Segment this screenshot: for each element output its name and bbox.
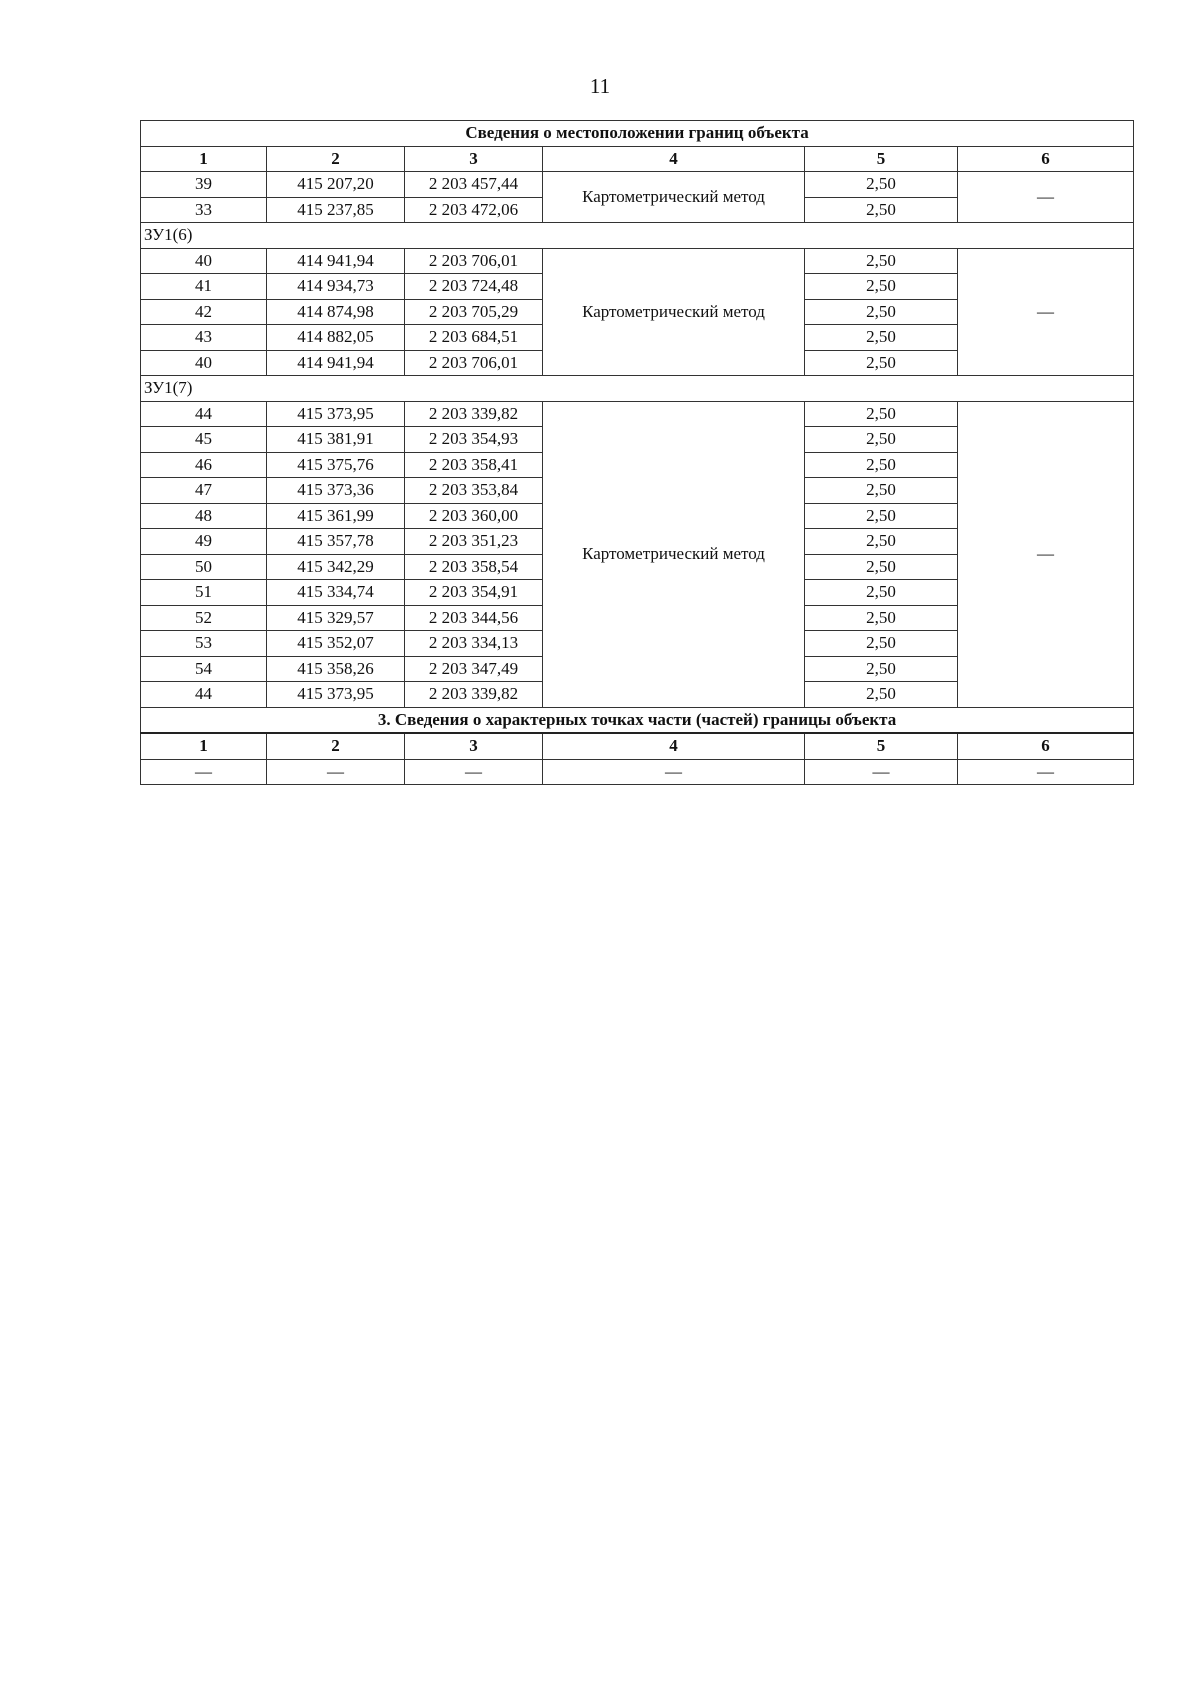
column-header: 3: [405, 733, 543, 759]
coord-y: 2 203 351,23: [405, 529, 543, 555]
accuracy: 2,50: [805, 503, 958, 529]
column-header: 1: [141, 733, 267, 759]
coord-x: 415 334,74: [267, 580, 405, 606]
empty-cell: —: [543, 759, 805, 785]
point-number: 47: [141, 478, 267, 504]
section-title-row: [141, 121, 1134, 147]
method-cell: Картометрический метод: [543, 248, 805, 376]
column-header-row: [141, 733, 1134, 759]
boundary-table: [140, 120, 1134, 785]
empty-cell: —: [405, 759, 543, 785]
point-number: 44: [141, 401, 267, 427]
accuracy: 2,50: [805, 325, 958, 351]
table-row: [141, 401, 1134, 427]
col6-dash: —: [958, 248, 1134, 376]
accuracy: 2,50: [805, 197, 958, 223]
coord-x: 415 381,91: [267, 427, 405, 453]
point-number: 51: [141, 580, 267, 606]
accuracy: 2,50: [805, 580, 958, 606]
point-number: 41: [141, 274, 267, 300]
coord-y: 2 203 358,41: [405, 452, 543, 478]
coord-y: 2 203 347,49: [405, 656, 543, 682]
coord-x: 415 352,07: [267, 631, 405, 657]
column-header: 5: [805, 146, 958, 172]
accuracy: 2,50: [805, 656, 958, 682]
group-label: ЗУ1(7): [141, 376, 1134, 402]
accuracy: 2,50: [805, 350, 958, 376]
page-number: 11: [589, 74, 611, 98]
coord-y: 2 203 472,06: [405, 197, 543, 223]
coord-x: 414 874,98: [267, 299, 405, 325]
coord-x: 415 375,76: [267, 452, 405, 478]
coord-x: 415 207,20: [267, 172, 405, 198]
point-number: 42: [141, 299, 267, 325]
column-header: 6: [958, 146, 1134, 172]
point-number: 33: [141, 197, 267, 223]
coord-x: 415 361,99: [267, 503, 405, 529]
accuracy: 2,50: [805, 452, 958, 478]
group-label: ЗУ1(6): [141, 223, 1134, 249]
empty-cell: —: [141, 759, 267, 785]
coord-y: 2 203 724,48: [405, 274, 543, 300]
column-header-row: [141, 146, 1134, 172]
group-row: [141, 376, 1134, 402]
point-number: 40: [141, 248, 267, 274]
coord-y: 2 203 457,44: [405, 172, 543, 198]
method-cell: Картометрический метод: [543, 401, 805, 707]
coord-x: 415 357,78: [267, 529, 405, 555]
group-row: [141, 223, 1134, 249]
coord-y: 2 203 344,56: [405, 605, 543, 631]
section-title-row: [141, 707, 1134, 733]
table-row: [141, 172, 1134, 198]
point-number: 54: [141, 656, 267, 682]
coord-x: 415 373,36: [267, 478, 405, 504]
coord-y: 2 203 339,82: [405, 401, 543, 427]
coord-x: 415 373,95: [267, 401, 405, 427]
accuracy: 2,50: [805, 248, 958, 274]
empty-cell: —: [805, 759, 958, 785]
col6-dash: —: [958, 172, 1134, 223]
accuracy: 2,50: [805, 682, 958, 708]
column-header: 5: [805, 733, 958, 759]
coord-y: 2 203 354,93: [405, 427, 543, 453]
coord-x: 415 373,95: [267, 682, 405, 708]
coord-y: 2 203 354,91: [405, 580, 543, 606]
accuracy: 2,50: [805, 529, 958, 555]
column-header: 6: [958, 733, 1134, 759]
point-number: 46: [141, 452, 267, 478]
accuracy: 2,50: [805, 554, 958, 580]
empty-cell: —: [267, 759, 405, 785]
coord-x: 414 941,94: [267, 350, 405, 376]
point-number: 48: [141, 503, 267, 529]
coord-y: 2 203 706,01: [405, 350, 543, 376]
point-number: 39: [141, 172, 267, 198]
accuracy: 2,50: [805, 401, 958, 427]
coord-x: 415 358,26: [267, 656, 405, 682]
accuracy: 2,50: [805, 172, 958, 198]
coord-x: 414 882,05: [267, 325, 405, 351]
coord-y: 2 203 339,82: [405, 682, 543, 708]
point-number: 53: [141, 631, 267, 657]
point-number: 49: [141, 529, 267, 555]
column-header: 4: [543, 146, 805, 172]
section-title: Сведения о местоположении границ объекта: [141, 121, 1134, 147]
coord-y: 2 203 705,29: [405, 299, 543, 325]
coord-x: 415 329,57: [267, 605, 405, 631]
coord-x: 415 237,85: [267, 197, 405, 223]
coord-x: 414 941,94: [267, 248, 405, 274]
coord-y: 2 203 358,54: [405, 554, 543, 580]
point-number: 52: [141, 605, 267, 631]
empty-cell: —: [958, 759, 1134, 785]
column-header: 1: [141, 146, 267, 172]
point-number: 45: [141, 427, 267, 453]
accuracy: 2,50: [805, 605, 958, 631]
table-row: [141, 248, 1134, 274]
accuracy: 2,50: [805, 478, 958, 504]
method-cell: Картометрический метод: [543, 172, 805, 223]
section-title: 3. Сведения о характерных точках части (частей) границы объекта: [141, 707, 1134, 733]
column-header: 2: [267, 733, 405, 759]
accuracy: 2,50: [805, 299, 958, 325]
coord-y: 2 203 353,84: [405, 478, 543, 504]
col6-dash: —: [958, 401, 1134, 707]
point-number: 40: [141, 350, 267, 376]
coord-y: 2 203 706,01: [405, 248, 543, 274]
accuracy: 2,50: [805, 274, 958, 300]
coord-y: 2 203 334,13: [405, 631, 543, 657]
coord-x: 414 934,73: [267, 274, 405, 300]
table-row: [141, 759, 1134, 785]
coord-y: 2 203 360,00: [405, 503, 543, 529]
accuracy: 2,50: [805, 427, 958, 453]
accuracy: 2,50: [805, 631, 958, 657]
point-number: 44: [141, 682, 267, 708]
coord-x: 415 342,29: [267, 554, 405, 580]
point-number: 50: [141, 554, 267, 580]
column-header: 2: [267, 146, 405, 172]
column-header: 4: [543, 733, 805, 759]
coord-y: 2 203 684,51: [405, 325, 543, 351]
point-number: 43: [141, 325, 267, 351]
column-header: 3: [405, 146, 543, 172]
